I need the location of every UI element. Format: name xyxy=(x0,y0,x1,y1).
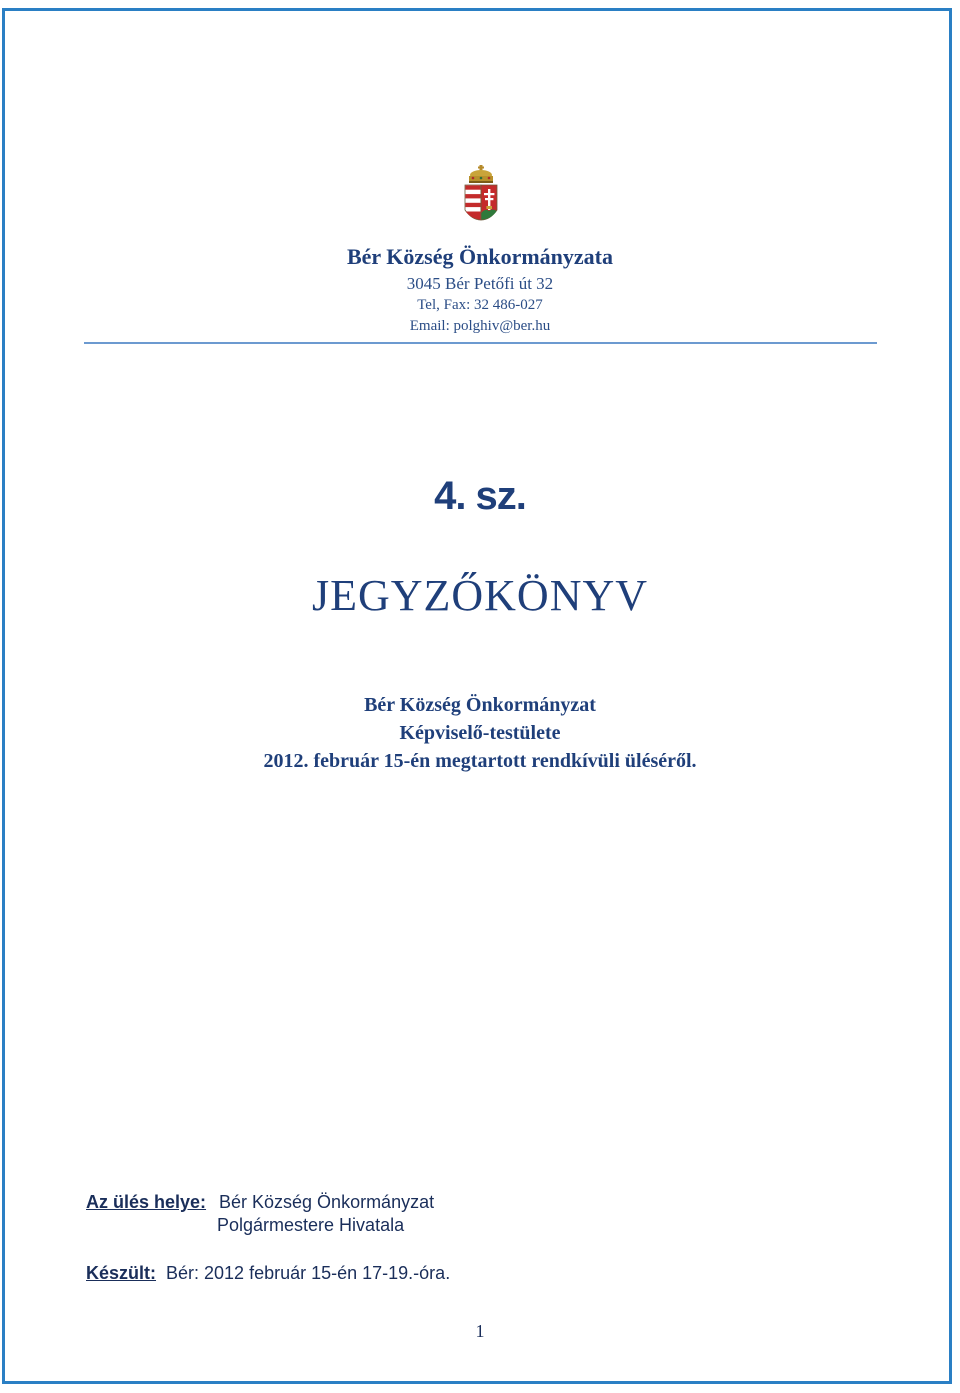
org-phone: Tel, Fax: 32 486-027 xyxy=(417,297,543,313)
made-value: Bér: 2012 február 15-én 17-19.-óra. xyxy=(166,1263,451,1283)
document-title: JEGYZŐKÖNYV xyxy=(311,571,649,620)
coat-of-arms-icon xyxy=(462,164,500,228)
subject-line-1: Bér Község Önkormányzat xyxy=(364,694,596,716)
header-divider xyxy=(84,342,877,344)
meeting-place-row xyxy=(86,1192,206,1213)
org-email: Email: polghiv@ber.hu xyxy=(409,318,551,334)
subject-line-3: 2012. február 15-én megtartott rendkívüli üléséről. xyxy=(263,750,697,772)
meeting-place-value-1: Bér Község Önkormányzat xyxy=(219,1192,435,1212)
meeting-place-label: Az ülés helye: xyxy=(86,1192,207,1212)
subject-line-2: Képviselő-testülete xyxy=(399,722,561,744)
made-label: Készült: xyxy=(86,1263,157,1283)
document-number: 4. sz. xyxy=(434,474,526,518)
meeting-place-value-2: Polgármestere Hivatala xyxy=(217,1215,405,1235)
page-number: 1 xyxy=(475,1321,485,1341)
org-name: Bér Község Önkormányzata xyxy=(346,244,613,269)
made-row xyxy=(86,1263,450,1284)
org-address: 3045 Bér Petőfi út 32 xyxy=(406,274,554,293)
